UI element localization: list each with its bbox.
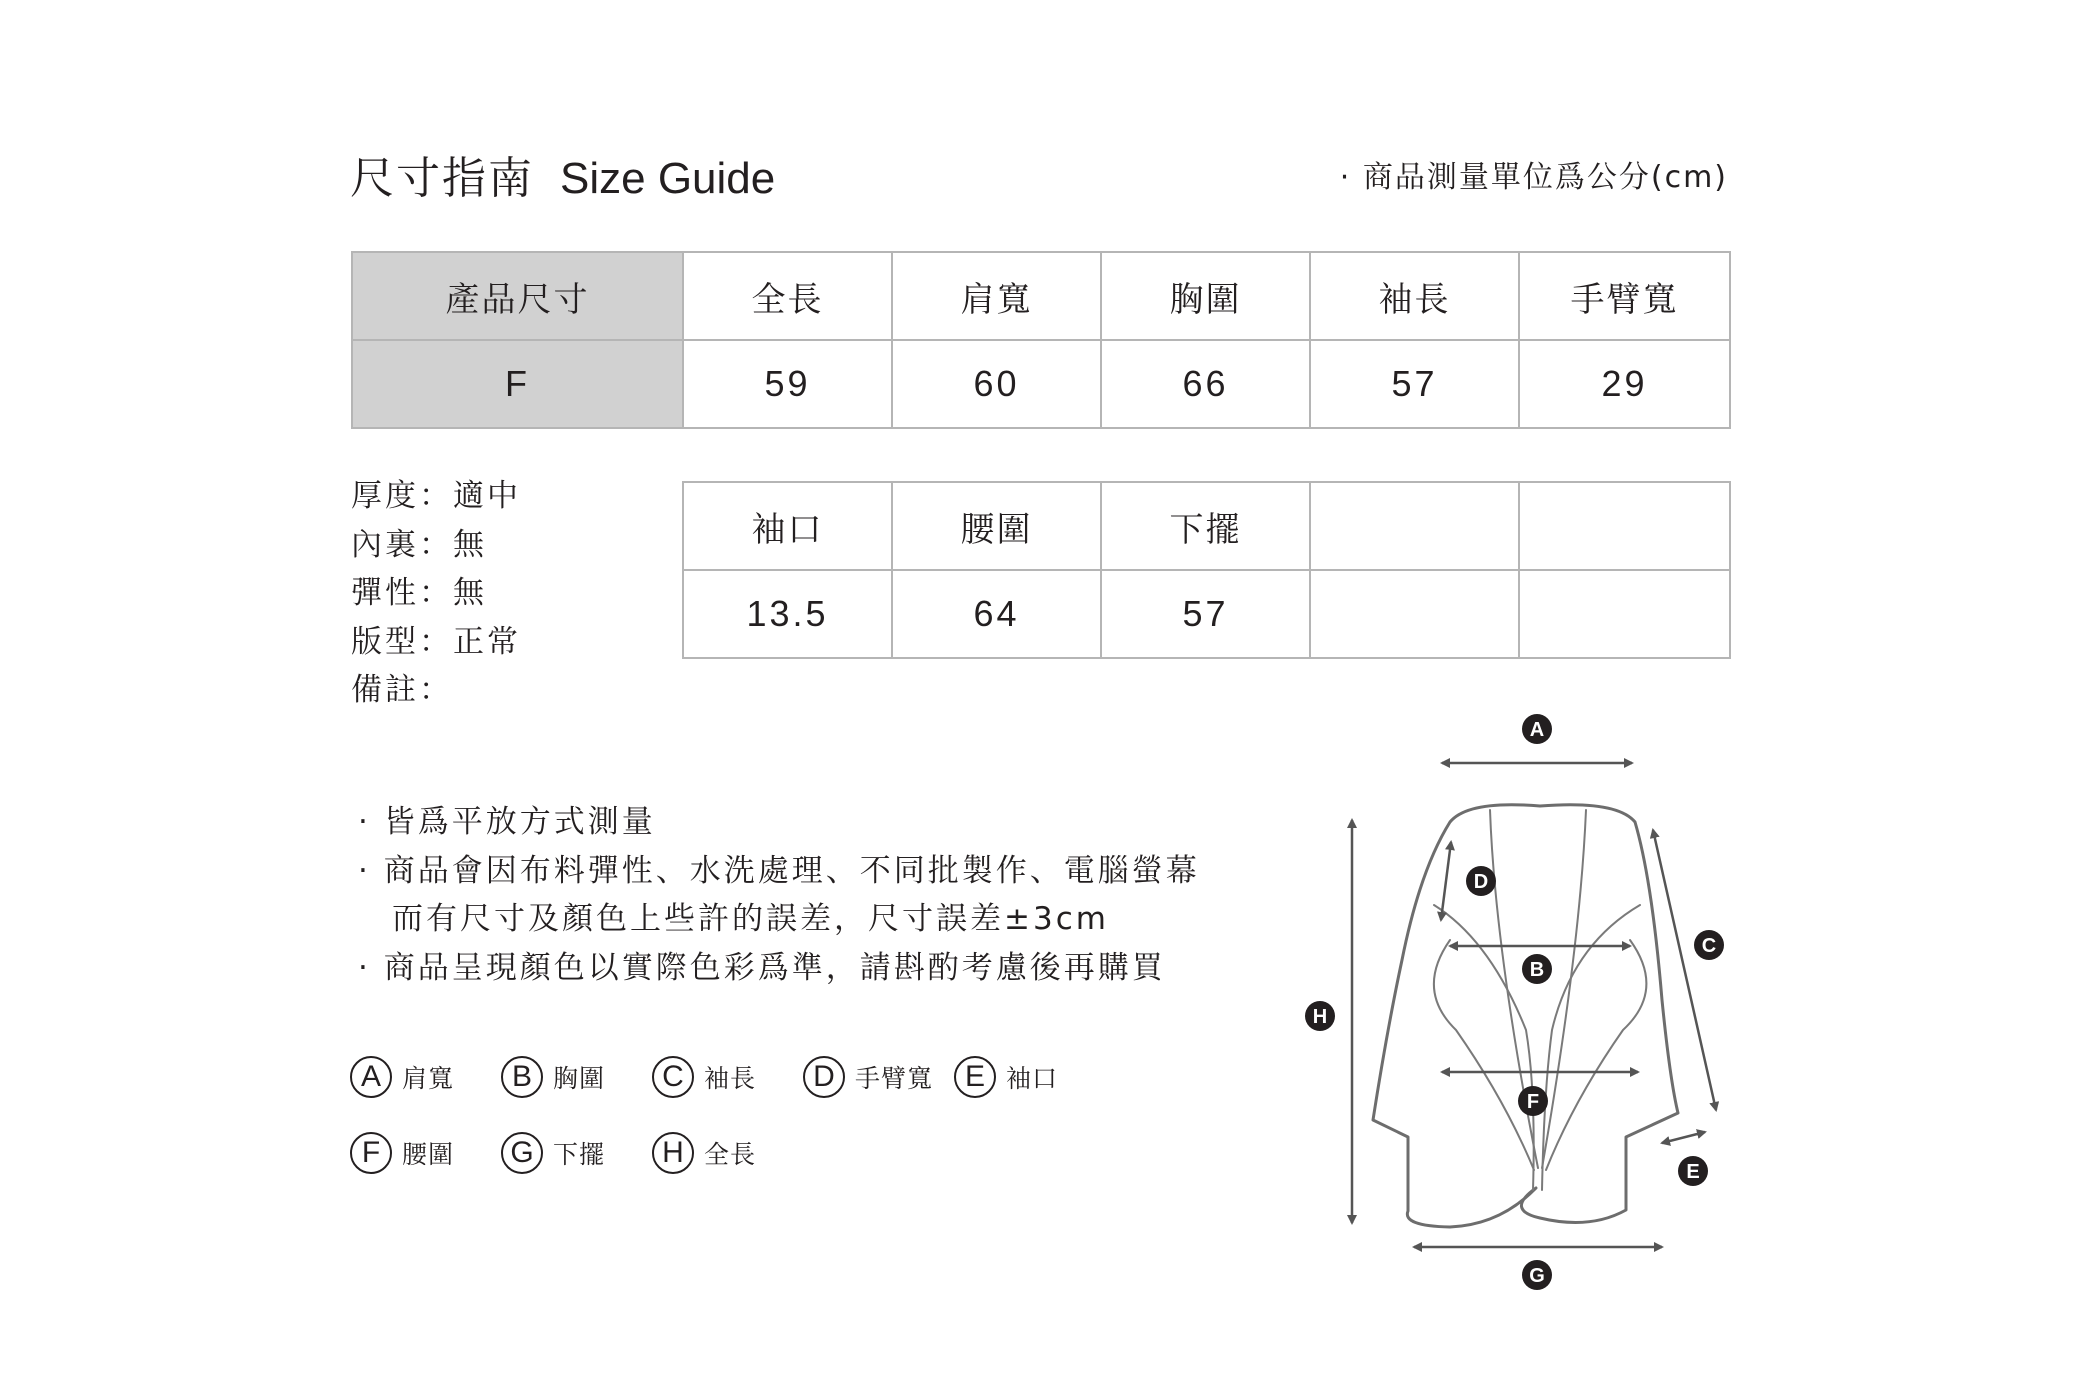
table-row <box>352 340 1730 428</box>
legend-label: 下擺 <box>553 1140 606 1169</box>
page-title <box>350 142 775 206</box>
table-header-cell: 腰圍 <box>892 482 1101 570</box>
marker-c-label: C <box>1701 935 1717 957</box>
legend-marker: D <box>803 1056 845 1098</box>
legend-label: 肩寬 <box>402 1064 455 1093</box>
legend-marker: F <box>350 1132 392 1174</box>
arm-width-arrow <box>1441 842 1451 920</box>
collar-right-edge <box>1542 810 1586 1168</box>
table-header-row <box>352 252 1730 340</box>
marker-b-label: B <box>1529 959 1545 981</box>
armhole-left <box>1434 940 1534 1170</box>
marker-h-label: H <box>1312 1006 1328 1028</box>
legend-item-h <box>652 1132 756 1174</box>
marker-g-label: G <box>1529 1265 1545 1287</box>
table-cell: 59 <box>683 340 892 428</box>
legend-item-b <box>501 1056 605 1098</box>
table-header-cell: 產品尺寸 <box>352 252 683 340</box>
table-header-row <box>683 482 1730 570</box>
legend-marker: A <box>350 1056 392 1098</box>
table-header-cell: 胸圍 <box>1101 252 1310 340</box>
cuff-arrow <box>1662 1132 1705 1143</box>
legend-marker: C <box>652 1056 694 1098</box>
table-header-cell: 袖口 <box>683 482 892 570</box>
legend-item-g <box>501 1132 605 1174</box>
legend-label: 全長 <box>704 1140 757 1169</box>
title-zh: 尺寸指南 <box>350 153 534 204</box>
marker-f-label: F <box>1526 1091 1540 1113</box>
sleeve-length-arrow <box>1653 830 1716 1110</box>
marker-e-label: E <box>1686 1161 1700 1183</box>
table-header-cell: 全長 <box>683 252 892 340</box>
table-cell: 60 <box>892 340 1101 428</box>
title-en: Size Guide <box>560 154 776 203</box>
marker-a-label: A <box>1529 719 1545 741</box>
attribute-thickness: 厚度：適中 <box>351 478 521 514</box>
legend-item-c <box>652 1056 756 1098</box>
table-cell: 29 <box>1519 340 1730 428</box>
marker-d-label: D <box>1473 871 1489 893</box>
note-line: · 商品會因布料彈性、水洗處理、不同批製作、電腦螢幕 <box>358 852 1200 889</box>
table-header-cell <box>1310 482 1519 570</box>
legend-label: 腰圍 <box>402 1140 455 1169</box>
note-line: 而有尺寸及顏色上些許的誤差，尺寸誤差±3cm <box>358 901 1109 937</box>
fabric-attributes <box>351 472 521 715</box>
size-table-secondary <box>682 481 1731 659</box>
legend-label: 袖長 <box>704 1064 757 1093</box>
measurement-notes <box>358 798 1200 992</box>
attribute-remarks: 備註： <box>351 672 453 708</box>
table-cell: F <box>352 340 683 428</box>
legend-label: 胸圍 <box>553 1064 606 1093</box>
size-table-main <box>351 251 1731 429</box>
measurement-legend <box>350 1056 1110 1196</box>
table-cell: 66 <box>1101 340 1310 428</box>
table-cell: 64 <box>892 570 1101 658</box>
attribute-elasticity: 彈性：無 <box>351 575 487 611</box>
legend-item-f <box>350 1132 454 1174</box>
table-cell: 13.5 <box>683 570 892 658</box>
legend-label: 手臂寬 <box>855 1064 934 1093</box>
table-header-cell <box>1519 482 1730 570</box>
attribute-lining: 內裏：無 <box>351 526 487 563</box>
table-cell: 57 <box>1310 340 1519 428</box>
note-line: · 皆爲平放方式測量 <box>358 804 656 840</box>
table-header-cell: 肩寬 <box>892 252 1101 340</box>
legend-label: 袖口 <box>1006 1064 1059 1093</box>
table-cell <box>1310 570 1519 658</box>
jacket-outline <box>1373 805 1678 1227</box>
table-cell <box>1519 570 1730 658</box>
legend-marker: E <box>954 1056 996 1098</box>
note-line: · 商品呈現顏色以實際色彩爲準，請斟酌考慮後再購買 <box>358 949 1166 986</box>
legend-item-d <box>803 1056 933 1098</box>
legend-marker: B <box>501 1056 543 1098</box>
garment-diagram <box>1290 700 1760 1320</box>
table-header-cell: 袖長 <box>1310 252 1519 340</box>
table-header-cell: 下擺 <box>1101 482 1310 570</box>
legend-marker: G <box>501 1132 543 1174</box>
attribute-fit: 版型：正常 <box>351 623 521 660</box>
legend-marker: H <box>652 1132 694 1174</box>
table-cell: 57 <box>1101 570 1310 658</box>
legend-item-e <box>954 1056 1058 1098</box>
lapel-left-edge <box>1434 905 1534 1190</box>
table-header-cell: 手臂寬 <box>1519 252 1730 340</box>
unit-note: · 商品測量單位爲公分(cm) <box>1339 160 1728 195</box>
legend-item-a <box>350 1056 454 1098</box>
table-row <box>683 570 1730 658</box>
